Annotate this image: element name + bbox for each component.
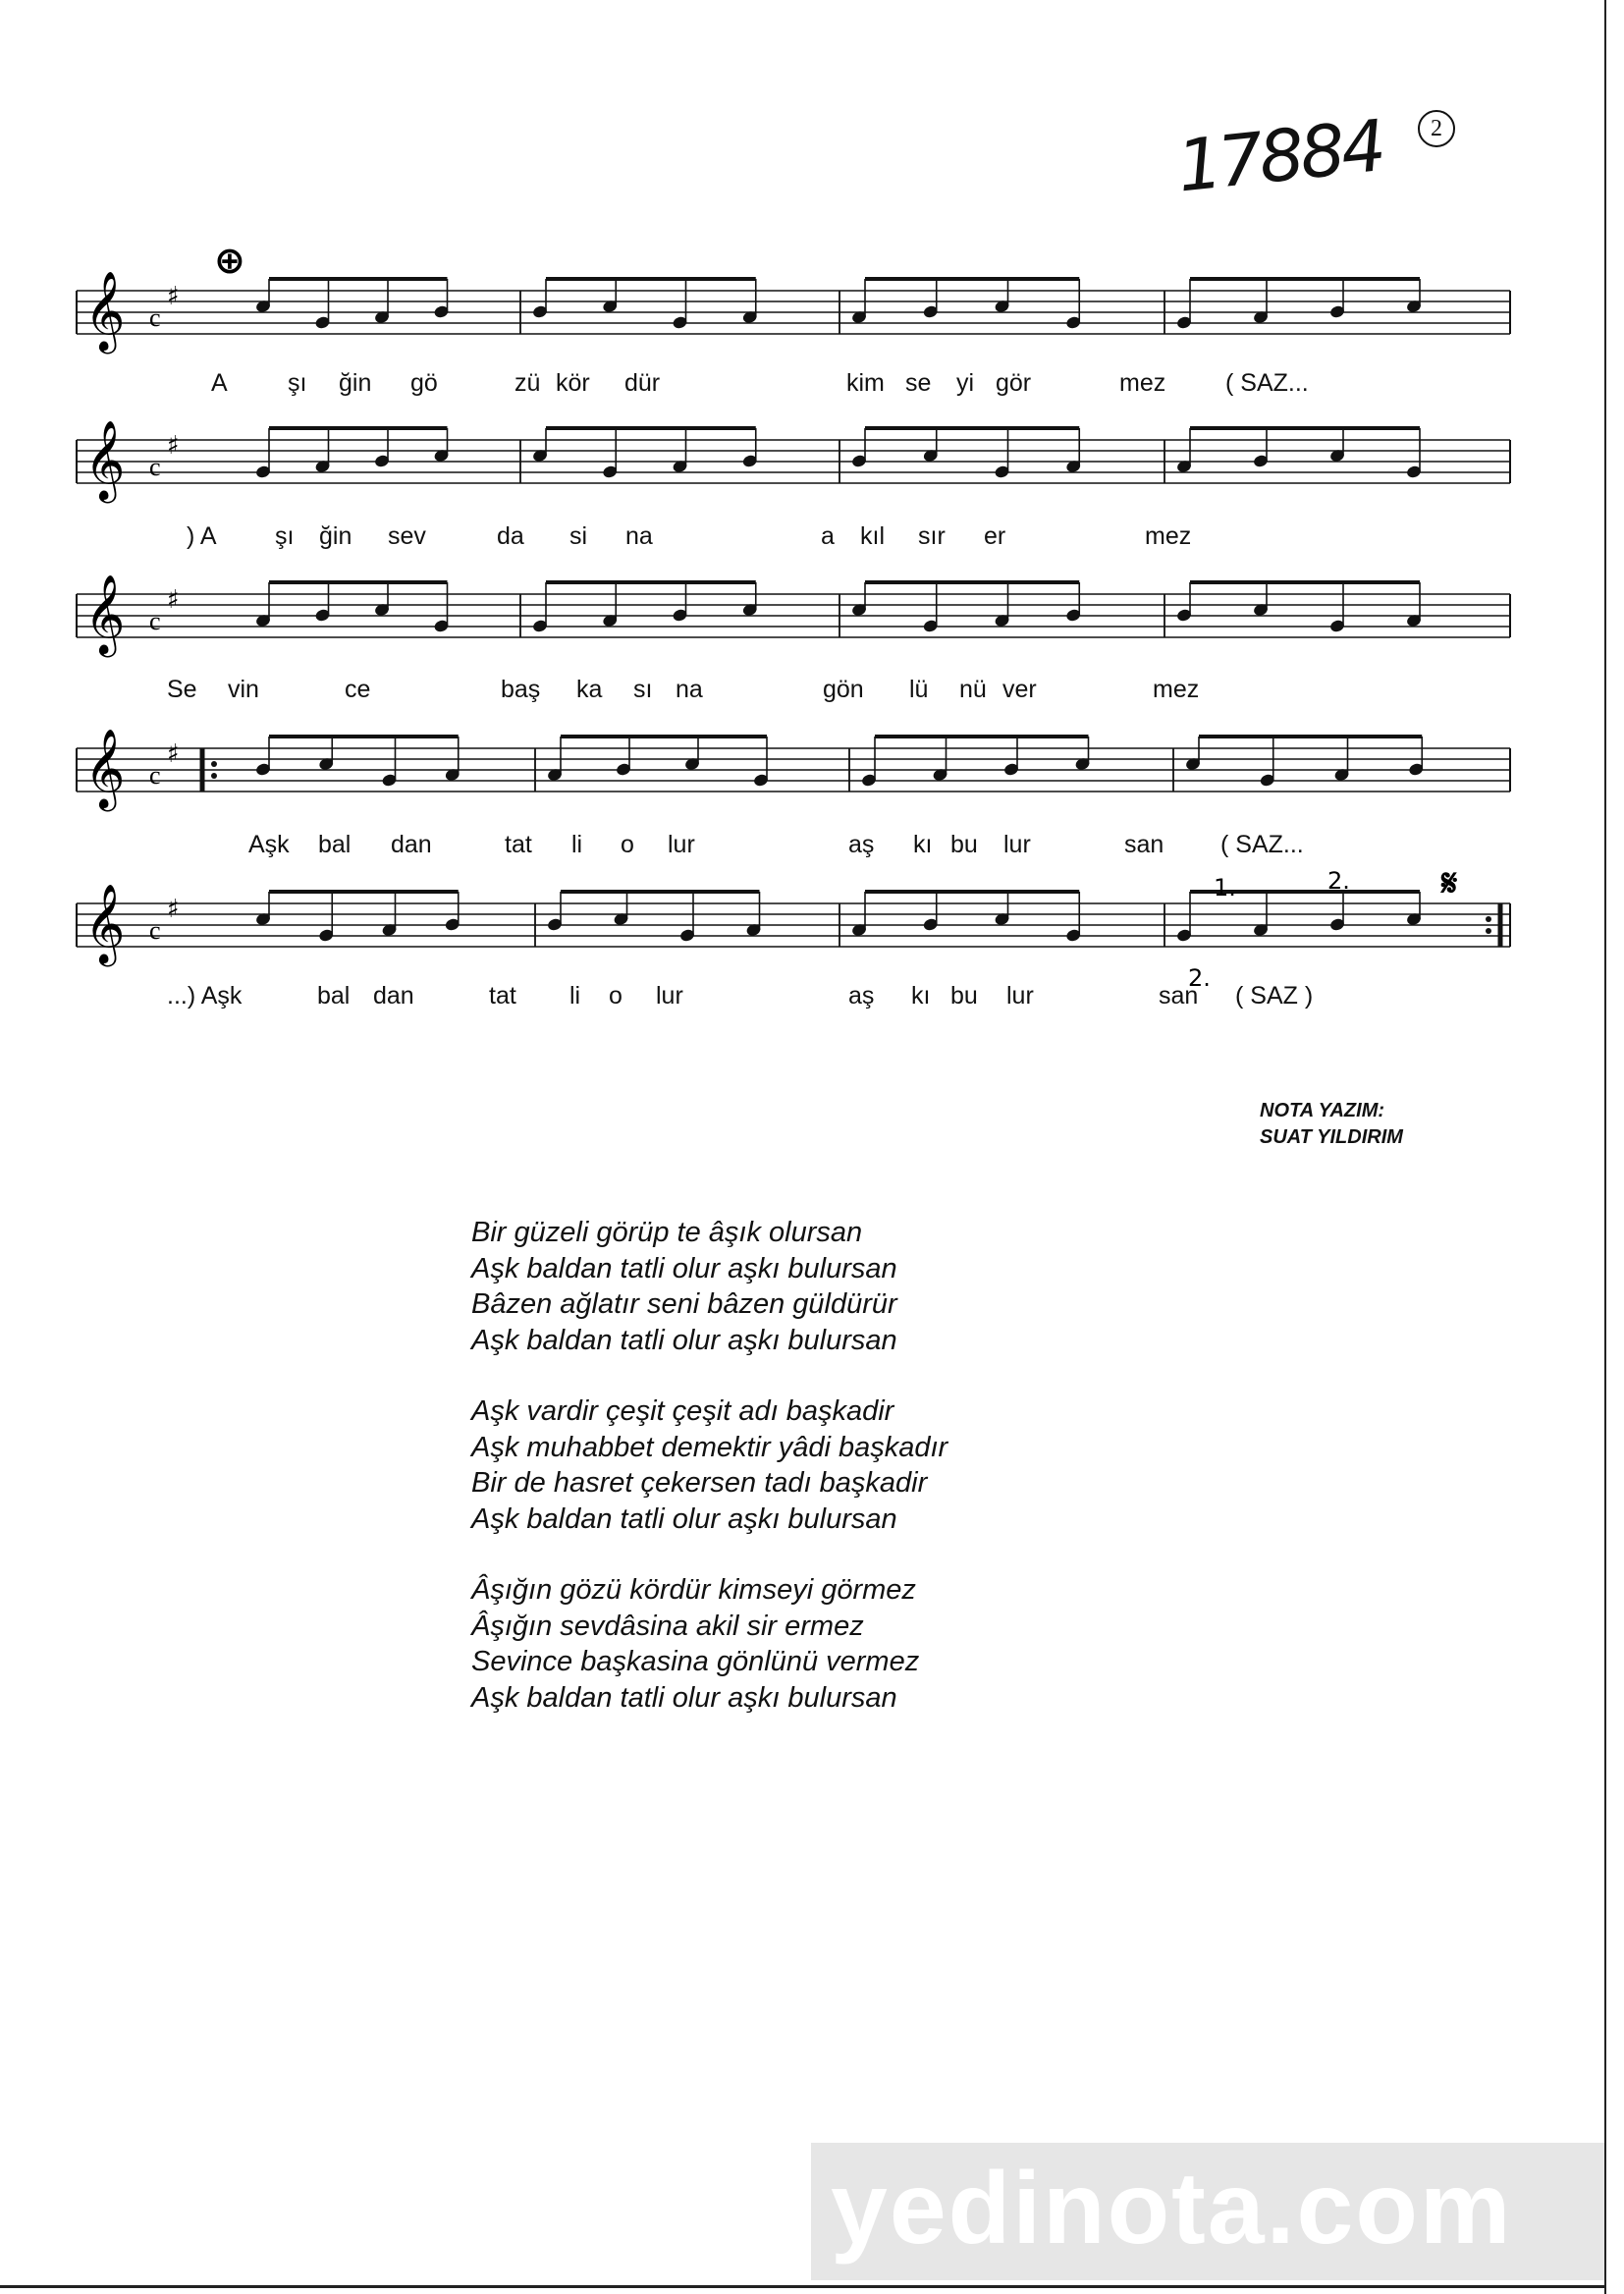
verse-line: Âşığın gözü kördür kimseyi görmez [471, 1574, 916, 1606]
stanza-2 [471, 1393, 947, 1537]
lyric-syllable: kim [846, 369, 885, 397]
lyric-syllable: lur [668, 831, 695, 858]
lyric-syllable: bu [950, 982, 978, 1010]
verse-line: Sevince başkasina gönlünü vermez [471, 1646, 920, 1677]
lyric-syllable: mez [1145, 522, 1192, 550]
lyric-syllable: tat [505, 831, 532, 858]
stanza-3 [471, 1572, 947, 1716]
treble-clef-icon: 𝄞 [84, 574, 126, 654]
lyric-syllable: li [569, 982, 581, 1010]
lyric-syllable: lur [656, 982, 683, 1010]
lyric-syllable: sır [918, 522, 946, 550]
verse-line: Âşığın sevdâsina akil sir ermez [471, 1610, 864, 1642]
verse-line: Bir de hasret çekersen tadı başkadir [471, 1467, 928, 1499]
lyric-syllable: zü [514, 369, 541, 397]
lyric-syllable: si [569, 522, 588, 550]
time-signature: c [149, 303, 161, 332]
ending-mark: 1. [1214, 874, 1236, 901]
lyric-syllable: ) A [187, 522, 217, 550]
treble-clef-icon: 𝄞 [84, 419, 126, 500]
verse-line: Aşk vardir çeşit çeşit adı başkadir [471, 1395, 894, 1427]
lyric-syllable: nü [959, 676, 987, 703]
lyric-syllable: kı [913, 831, 933, 858]
key-sharp-icon: ♯ [167, 282, 180, 311]
stanza-1 [471, 1215, 947, 1358]
lyric-syllable: gö [410, 369, 438, 397]
lyric-syllable: san [1159, 982, 1199, 1010]
verse-line: Aşk muhabbet demektir yâdi başkadır [471, 1431, 948, 1463]
key-sharp-icon: ♯ [167, 895, 180, 924]
lyric-syllable: kör [556, 369, 590, 397]
verse-line: Bâzen ağlatır seni bâzen güldürür [471, 1288, 897, 1320]
lyric-syllable: ğin [319, 522, 352, 550]
lyric-syllable: ka [576, 676, 603, 703]
lyric-syllable: na [625, 522, 653, 550]
lyric-syllable: da [497, 522, 524, 550]
staff-4 [77, 728, 1510, 811]
lyric-syllable: tat [489, 982, 516, 1010]
time-signature: c [149, 607, 161, 635]
lyric-syllable: şı [275, 522, 295, 550]
lyric-syllable: ce [345, 676, 371, 703]
lyric-syllable: lur [1006, 982, 1034, 1010]
lyric-syllable: yi [956, 369, 975, 397]
ending-mark: 2. [1188, 964, 1211, 992]
verse-line: Aşk baldan tatli olur aşkı bulursan [471, 1502, 897, 1535]
lyric-syllable: A [211, 369, 228, 397]
lyric-syllable: kı [911, 982, 931, 1010]
watermark-box [811, 2143, 1604, 2280]
staff-2 [77, 419, 1510, 503]
lyric-syllable: san [1124, 831, 1164, 858]
lyric-syllable: sı [633, 676, 653, 703]
catalog-number: 17884 [1173, 104, 1386, 208]
staff-5 [77, 883, 1510, 966]
lyric-syllable: ver [1002, 676, 1037, 703]
staff-1 [77, 270, 1510, 354]
verse-line: Aşk baldan tatli olur aşkı bulursan [471, 1681, 897, 1714]
verse-line: Bir güzeli görüp te âşık olursan [471, 1217, 863, 1248]
music-score [0, 0, 1624, 1080]
credit-line2: SUAT YILDIRIM [1260, 1126, 1403, 1148]
coda-icon: ⊕ [214, 239, 245, 282]
treble-clef-icon: 𝄞 [84, 728, 126, 808]
lyric-syllable: o [621, 831, 634, 858]
key-sharp-icon: ♯ [167, 585, 180, 615]
ending-mark: 2. [1327, 867, 1350, 895]
page-border-bottom [0, 2285, 1606, 2288]
lyric-syllable: bu [950, 831, 978, 858]
time-signature: c [149, 761, 161, 790]
verse-line: Aşk baldan tatli olur aşkı bulursan [471, 1252, 897, 1284]
lyric-syllable: se [905, 369, 932, 397]
transcription-credit [1260, 1098, 1403, 1151]
segno-icon: 𝄋 [1441, 861, 1458, 904]
lyric-syllable: gön [823, 676, 864, 703]
lyric-syllable: şı [288, 369, 307, 397]
lyric-syllable: dan [373, 982, 414, 1010]
key-sharp-icon: ♯ [167, 739, 180, 769]
lyric-syllable: sev [388, 522, 426, 550]
lyric-syllable: lü [909, 676, 929, 703]
lyric-syllable: o [609, 982, 623, 1010]
lyric-syllable: ( SAZ... [1225, 369, 1309, 397]
time-signature: c [149, 916, 161, 945]
lyric-syllable: aş [848, 831, 875, 858]
lyric-syllable: dan [391, 831, 432, 858]
lyric-syllable: gör [996, 369, 1032, 397]
treble-clef-icon: 𝄞 [84, 883, 126, 963]
time-signature: c [149, 453, 161, 481]
verse-line: Aşk baldan tatli olur aşkı bulursan [471, 1324, 897, 1356]
lyric-syllable: er [984, 522, 1006, 550]
lyric-syllable: dür [624, 369, 661, 397]
lyric-syllable: mez [1153, 676, 1200, 703]
lyric-syllable: lur [1003, 831, 1031, 858]
lyric-syllable: aş [848, 982, 875, 1010]
lyric-syllable: ( SAZ... [1220, 831, 1304, 858]
lyric-syllable: Se [167, 676, 197, 703]
lyric-syllable: a [821, 522, 835, 550]
lyric-syllable: ğin [339, 369, 372, 397]
lyric-syllable: mez [1119, 369, 1166, 397]
lyric-syllable: li [571, 831, 583, 858]
key-sharp-icon: ♯ [167, 431, 180, 461]
lyric-syllable: bal [318, 831, 352, 858]
lyric-syllable: kıl [860, 522, 885, 550]
lyric-syllable: vin [228, 676, 259, 703]
lyric-syllable: na [676, 676, 703, 703]
lyric-syllable: ( SAZ ) [1235, 982, 1314, 1010]
treble-clef-icon: 𝄞 [84, 270, 126, 351]
staff-3 [77, 574, 1510, 657]
lyric-syllable: ...) Aşk [167, 982, 243, 1010]
watermark-text: yedinota.com [831, 2152, 1513, 2266]
lyric-syllable: Aşk [248, 831, 290, 858]
lyric-syllable: baş [501, 676, 541, 703]
credit-line1: NOTA YAZIM: [1260, 1100, 1385, 1121]
verse-text [471, 1215, 947, 1751]
lyric-syllable: bal [317, 982, 351, 1010]
page-number: 2 [1418, 110, 1455, 147]
